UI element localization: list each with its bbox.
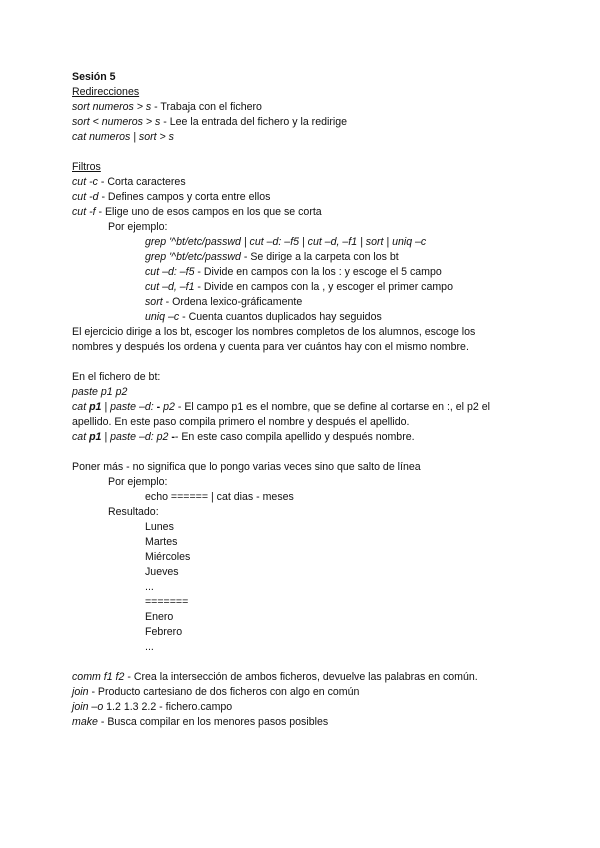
dash: - (171, 431, 175, 443)
command: cut -d (72, 191, 99, 203)
section-heading-filtros: Filtros (72, 161, 101, 173)
command: join –o (72, 701, 104, 713)
section-heading-redirecciones: Redirecciones (72, 86, 140, 98)
command: p2 (163, 401, 175, 413)
description: 1.2 1.3 2.2 - fichero.campo (103, 701, 233, 713)
explanation-line: nombres y después los ordena y cuenta para ver cuántos hay con el mismo nombre. (72, 341, 469, 353)
description: - Corta caracteres (97, 176, 186, 188)
command: cut -f (72, 206, 96, 218)
command: cut –d: –f5 (145, 266, 195, 278)
paste-line-1 (72, 400, 490, 415)
result-item: Lunes (145, 521, 174, 533)
command: cat (72, 431, 90, 443)
description: - Ordena lexico-gráficamente (162, 296, 303, 308)
result-item: Febrero (145, 626, 183, 638)
command: sort (145, 296, 163, 308)
description: - Lee la entrada del fichero y la redirige (160, 116, 348, 128)
explanation-line: El ejercicio dirige a los bt, escoger los nombres completos de los alumnos, escoge los (72, 326, 476, 338)
command: join (72, 686, 89, 698)
result-item: ======= (145, 596, 189, 608)
command: cat (72, 401, 90, 413)
description: - El campo p1 es el nombre, que se define al cortarse en :, el p2 el (174, 401, 490, 413)
example-line (145, 310, 382, 325)
command: make (72, 716, 98, 728)
dash: - (156, 401, 164, 413)
command-bold: p1 (89, 401, 102, 413)
echo-command: echo ====== | cat dias - meses (145, 491, 294, 503)
final-line (72, 715, 328, 730)
command: | paste –d: p2 (101, 431, 172, 443)
final-line (72, 700, 232, 715)
command: cat numeros | sort > s (72, 131, 174, 143)
command: sort numeros > s (72, 101, 152, 113)
filter-line (72, 175, 186, 190)
example-line (145, 280, 453, 295)
result-item: ... (145, 641, 154, 653)
resultado-label: Resultado: (108, 506, 159, 518)
result-item: Enero (145, 611, 174, 623)
command: comm f1 f2 (72, 671, 125, 683)
poner-mas-line: Poner más - no significa que lo pongo varias veces sino que salto de línea (72, 461, 421, 473)
paste-line-1-cont: apellido. En este paso compila primero el nombre y después el apellido. (72, 416, 410, 428)
paste-command: paste p1 p2 (72, 386, 128, 398)
result-item: ... (145, 581, 154, 593)
por-ejemplo-label: Por ejemplo: (108, 476, 168, 488)
command-bold: p1 (89, 431, 102, 443)
description: - Elige uno de esos campos en los que se corta (95, 206, 322, 218)
description: - Trabaja con el fichero (151, 101, 262, 113)
result-item: Jueves (145, 566, 179, 578)
filter-line (72, 190, 270, 205)
description: - Defines campos y corta entre ellos (98, 191, 271, 203)
description: - Producto cartesiano de dos ficheros con algo en común (88, 686, 360, 698)
result-item: Miércoles (145, 551, 191, 563)
description: - Divide en campos con la los : y escoge el 5 campo (194, 266, 442, 278)
description: - Divide en campos con la , y escoger el primer campo (194, 281, 453, 293)
description: - Se dirige a la carpeta con los bt (240, 251, 399, 263)
fichero-bt-intro: En el fichero de bt: (72, 371, 161, 383)
command: uniq –c (145, 311, 180, 323)
redir-line (72, 100, 262, 115)
description: - Crea la intersección de ambos ficheros, devuelve las palabras en común. (124, 671, 478, 683)
redir-line (72, 130, 174, 145)
por-ejemplo-label: Por ejemplo: (108, 221, 168, 233)
filter-line (72, 205, 322, 220)
command: cut -c (72, 176, 98, 188)
description: - Cuenta cuantos duplicados hay seguidos (179, 311, 382, 323)
paste-line-2 (72, 430, 415, 445)
example-line (145, 250, 399, 265)
command: cut –d, –f1 (145, 281, 195, 293)
final-line (72, 670, 478, 685)
page-title: Sesión 5 (72, 71, 116, 83)
example-line (145, 295, 302, 310)
command: | paste –d: (101, 401, 157, 413)
command: grep '^bt/etc/passwd (145, 251, 241, 263)
result-item: Martes (145, 536, 178, 548)
description: - En este caso compila apellido y después nombre. (174, 431, 415, 443)
redir-line (72, 115, 347, 130)
example-line (145, 235, 426, 250)
command: grep '^bt/etc/passwd | cut –d: –f5 | cut –d, –f1 | sort | uniq –c (145, 236, 427, 248)
final-line (72, 685, 359, 700)
command: sort < numeros > s (72, 116, 161, 128)
description: - Busca compilar en los menores pasos posibles (97, 716, 329, 728)
example-line (145, 265, 442, 280)
